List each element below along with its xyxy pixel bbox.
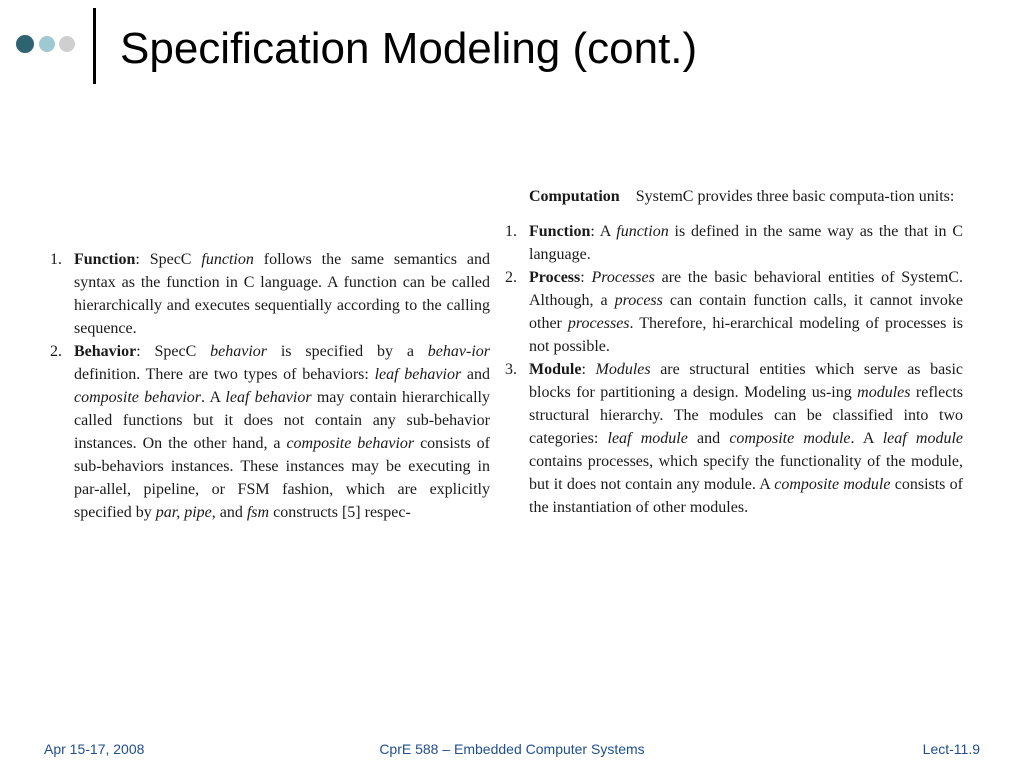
text-run: and <box>687 430 730 447</box>
text-run: are the basic behavioral entities of SystemC. Although, a <box>529 269 963 309</box>
list-number: 1. <box>505 223 517 240</box>
text-run: : <box>581 361 596 378</box>
text-run: : A <box>590 223 617 240</box>
slide-title: Specification Modeling (cont.) <box>120 24 698 73</box>
text-run: consists of sub-behaviors instances. These instances may be executing in par-allel, pipeline, or FSM fashion, which are explicitly specified by <box>74 435 491 521</box>
list-item <box>505 358 963 519</box>
text-run: is specified by a <box>267 343 428 360</box>
italic-term: process <box>614 292 663 309</box>
footer-course: CprE 588 – Embedded Computer Systems <box>379 741 645 757</box>
footer-lecture-number: Lect-11.9 <box>922 741 980 757</box>
italic-term: fsm <box>246 504 270 521</box>
text-run: SystemC provides three basic computa-tion units: <box>635 188 955 205</box>
italic-term: composite module <box>729 430 851 447</box>
bold-term: Behavior <box>74 343 137 360</box>
dark-dot-icon <box>16 35 34 53</box>
italic-term: leaf behavior <box>225 389 312 406</box>
italic-term: composite module <box>774 476 891 493</box>
bold-term: Function <box>74 251 136 268</box>
list-item <box>50 340 490 524</box>
italic-term: Processes <box>591 269 655 286</box>
light-dot-icon <box>39 36 55 52</box>
italic-term: behavior <box>210 343 268 360</box>
text-run: is defined in the same way as the that in C language. <box>529 223 964 263</box>
italic-term: composite behavior <box>74 389 202 406</box>
italic-term: behav-ior <box>427 343 490 360</box>
text-run: constructs [5] respec- <box>269 504 411 521</box>
italic-term: Modules <box>595 361 651 378</box>
list-number: 2. <box>505 269 517 286</box>
list-item <box>50 248 490 340</box>
italic-term: composite behavior <box>286 435 415 452</box>
text-run: . Therefore, hi-erarchical modeling of processes is not possible. <box>529 315 964 355</box>
title-divider <box>93 8 96 84</box>
computation-intro <box>505 185 963 208</box>
footer-date: Apr 15-17, 2008 <box>44 741 145 757</box>
list-item <box>505 266 963 358</box>
text-run: : SpecC <box>136 343 211 360</box>
text-run: : SpecC <box>135 251 202 268</box>
gray-dot-icon <box>59 36 75 52</box>
text-run: consists of the instantiation of other modules. <box>529 476 963 516</box>
italic-term: modules <box>857 384 911 401</box>
italic-term: leaf module <box>882 430 963 447</box>
text-run: follows the same semantics and syntax as the function in C language. A function can be called hierarchically and executes sequentially according to the calling sequence. <box>74 251 490 337</box>
italic-term: par, pipe <box>155 504 212 521</box>
list-number: 3. <box>505 361 517 378</box>
list-number: 2. <box>50 343 62 360</box>
list-number: 1. <box>50 251 62 268</box>
bold-term: Function <box>529 223 591 240</box>
text-run: and <box>461 366 490 383</box>
text-run: , and <box>211 504 247 521</box>
text-run: contains processes, which specify the functionality of the module, but it does not contain any module. A <box>529 453 963 493</box>
bold-term: Process <box>529 269 581 286</box>
italic-term: processes <box>567 315 630 332</box>
text-run: : <box>580 269 592 286</box>
list-item <box>505 220 963 266</box>
bold-term: Module <box>529 361 582 378</box>
text-run: . A <box>850 430 883 447</box>
bold-term: Computation <box>529 188 620 205</box>
text-run: may contain hierarchically called functions but it does not contain any sub-behavior instances. On the other hand, a <box>74 389 490 452</box>
italic-term: function <box>616 223 669 240</box>
italic-term: function <box>201 251 254 268</box>
paper-excerpt-systemc <box>505 185 963 519</box>
paper-excerpt-specc <box>50 248 490 524</box>
italic-term: leaf behavior <box>374 366 462 383</box>
italic-term: leaf module <box>607 430 688 447</box>
text-run: definition. There are two types of behaviors: <box>74 366 375 383</box>
title-bullet-dots <box>16 35 88 53</box>
text-run: can contain function calls, it cannot invoke other <box>529 292 963 332</box>
text-run: reflects structural hierarchy. The modules can be classified into two categories: <box>529 384 964 447</box>
text-run: . A <box>201 389 226 406</box>
text-run: are structural entities which serve as basic blocks for partitioning a design. Modeling us-ing <box>529 361 963 401</box>
